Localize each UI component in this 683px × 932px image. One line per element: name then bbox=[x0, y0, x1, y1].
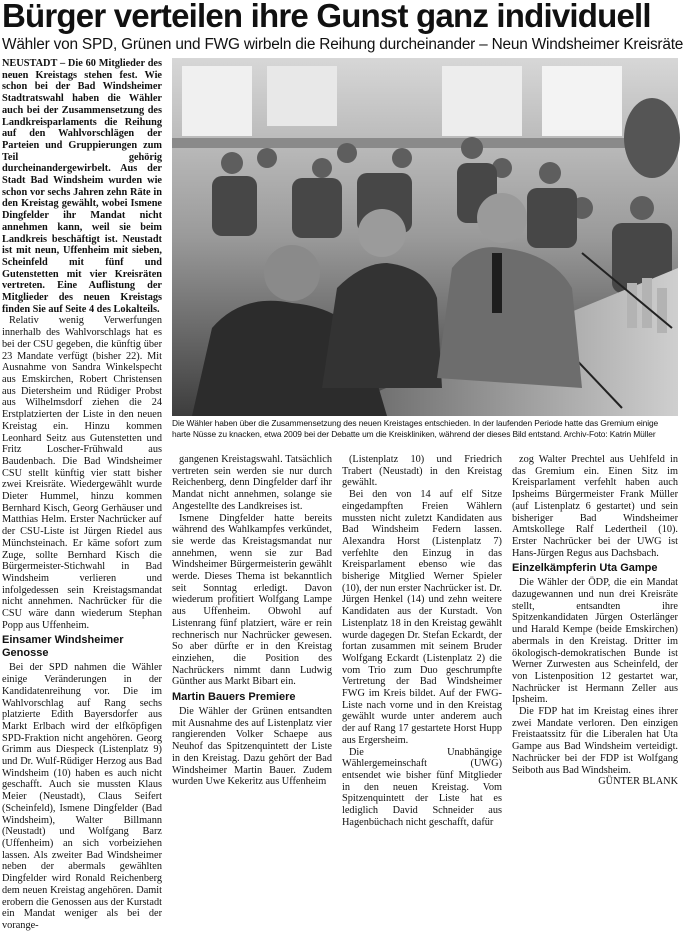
paragraph: Relativ wenig Verwerfungen innerhalb des Wahlvorschlags hat es bei der CSU gegeben, die künftig über 23 Mandate verfügt (bisher 22). Mit Ausnahme von Sandra Winkelspecht aus Emskirchen, Robert Christensen aus Dietersheim und Rüdiger Probst aus Wilhelmsdorf ziehen die 24 Erstplatzierten der Liste in den neuen Kreistag ein. Hinzu kommen Leonhard Seitz aus Gutenstetten und Fritz Loscher-Frühwald aus Baudenbach. Die Bad Windsheimer CSU stellt künftig vier statt bisher zwei Kreisräte. Wiedergewählt wurde Dieter Hummel, hinzu kommen Bernhard Kisch, Georg Gerhäuser und Matthias Helm. Erster Nachrücker auf der CSU-Liste ist Jürgen Riedel aus Münchsteinach. Er käme sofort zum Zuge, sollte Bernhard Kisch die Bürgermeister-Stichwahl in Bad Windsheim verlieren und infolgedessen sein Kreistagsmandat nicht annehmen. Nachrücker für die CSU wäre dann wiederum Stephan Popp aus Uffenheim. bbox=[2, 315, 162, 631]
column-1-body-2 bbox=[2, 662, 162, 931]
paragraph: Die Wähler der Grünen entsandten mit Ausnahme des auf Listenplatz vier rangierenden Volker Schaepe aus Neuhof das Spitzenquintett der Liste in den Kreistag. Dazu gehört der Bad Windsheimer Martin Bauer. Zudem wurden Uwe Kekeritz aus Uffenheim bbox=[172, 706, 332, 788]
paragraph: Die Unabhängige Wählergemeinschaft (UWG) entsendet wie bisher fünf Mitglieder in den neuen Kreistag. Vom Spitzenquintett der Liste hat es lediglich David Schneider aus Hagenbüchach nicht geschafft, dafür bbox=[342, 746, 502, 828]
photo-caption: Die Wähler haben über die Zusammensetzung des neuen Kreistages entschieden. In der laufenden Periode hatte das Gremium einige harte Nüsse zu knacken, etwa 2009 bei der Debatte um die Kreiskliniken, während der dieses Bild entstand. Archiv-Foto: Katrin Müller bbox=[172, 418, 659, 439]
subheadline: Wähler von SPD, Grünen und FWG wirbeln die Reihung durcheinander – Neun Windsheimer Kreisräte bbox=[2, 36, 683, 53]
paragraph: Die FDP hat im Kreistag eines ihrer zwei Mandate verloren. Den einzigen Freistaatssitz für die Liberalen hat Uta Gampe aus Bad Windsheim verteidigt. Nachrücker bei der FDP ist Wolfgang Seiboth aus Bad Windsheim. bbox=[512, 706, 678, 776]
article-column-2 bbox=[172, 454, 332, 788]
paragraph: Die Wähler der ÖDP, die ein Mandat dazugewannen und nun drei Kreisräte stellt, entsandten ihre Spitzenkandidaten Jürgen Osterlänger und Harald Kempe (beide Emskirchen) abermals in den Kreistag. Dritter im ökologisch-demokratischen Bunde ist Werner Zurwesten aus Scheinfeld, der von Listenposition 12 gestartet war, Nachrücker ist Hermann Zeller aus Ipsheim. bbox=[512, 577, 678, 706]
column-2-body bbox=[172, 454, 332, 688]
news-photo bbox=[172, 58, 678, 416]
paragraph: zog Walter Prechtel aus Uehlfeld in das Gremium ein. Einen Sitz im Kreisparlament verfehlt haben auch Ipsheims Bürgermeister Frank Müller (auf Listenplatz 6 gestartet) und sein bisheriger Bad Windsheimer Amtskollege Ralf Ledertheil (10). Erster Nachrücker bei der UWG ist Hans-Jürgen Regus aus Dachsbach. bbox=[512, 454, 678, 559]
headline: Bürger verteilen ihre Gunst ganz individuell bbox=[2, 0, 651, 34]
photo-image bbox=[172, 58, 678, 416]
paragraph: gangenen Kreistagswahl. Tatsächlich vertreten sein werden sie nur durch Reichenberg, denn Dingfelder darf ihr Mandat nicht annehmen, solange sie Angestellte des Landkreises ist. bbox=[172, 454, 332, 512]
column-1-body bbox=[2, 315, 162, 631]
subheading-gruene: Martin Bauers Premiere bbox=[172, 691, 296, 704]
article-column-1 bbox=[2, 58, 162, 931]
paragraph: (Listenplatz 10) und Friedrich Trabert (Neustadt) in den Kreistag gewählt. bbox=[342, 454, 502, 489]
column-4-body-2 bbox=[512, 577, 678, 776]
paragraph: Bei der SPD nahmen die Wähler einige Veränderungen in der Kandidatenreihung vor. Die im Wahlvorschlag auf Rang sechs platzierte Edith Bayersdorfer aus Markt Erlbach wird der elfköpfigen SPD-Fraktion nicht angehören. Georg Grimm aus Diespeck (Listenplatz 9) und Dr. Wulf-Rüdiger Herzog aus Bad Windsheim (10) haben es auch nicht geschafft. Auch sie mussten Klaus Meier (Neustadt), Claus Seifert (Scheinfeld), Ismene Dingfelder (Bad Windsheim), Walter Billmann (Neustadt) und Wolfgang Barz (Uffenheim) an sich vorbeiziehen lassen. Als zweiter Bad Windsheimer neben der abermals gewählten Dingfelder wird Ronald Reichenberg dem neuen Kreistag angehören. Damit erobern die Genossen aus der Kurstadt ein Mandat weniger als bei der vorange- bbox=[2, 662, 162, 931]
author-byline: GÜNTER BLANK bbox=[598, 776, 678, 788]
column-4-body bbox=[512, 454, 678, 559]
subheading-oedp: Einzelkämpferin Uta Gampe bbox=[512, 562, 658, 575]
paragraph: Bei den von 14 auf elf Sitze eingedampften Freien Wählern mussten nicht zuletzt Kandidaten aus Bad Windsheim Federn lassen. Alexandra Horst (Listenplatz 7) verfehlte den Einzug in das Kreisparlament ebenso wie das bisherige Mitglied Werner Spieler (10), der nun erster Nachrücker ist. Dr. Jürgen Henkel (14) und zehn weitere Kandidaten aus der Kurstadt. Von Listenplatz 18 in den Kreistag gewählt wurde dagegen Dr. Stefan Eckardt, der fortan zusammen mit seinem Bruder Wolfgang Eckardt (Listenplatz 2) die vom Trio zum Duo geschrumpfte Vertretung der Bad Windsheimer FWG im Kreis bildet. Auf der FWG-Liste nach vorne und in den Kreistag gewählt wurde unter anderem auch der auf Rang 17 gestartete Horst Hupp aus Ergersheim. bbox=[342, 489, 502, 746]
column-3-body bbox=[342, 454, 502, 829]
article-column-4 bbox=[512, 454, 678, 788]
subheading-spd: Einsamer Windsheimer Genosse bbox=[2, 634, 124, 660]
column-2-body-2 bbox=[172, 706, 332, 788]
lead-paragraph: NEUSTADT – Die 60 Mitglieder des neuen Kreistags stehen fest. Wie schon bei der Bad Windsheimer Stadtratswahl haben die Wähler auch bei der Zusammensetzung des Landkreisparlaments die Reihung auf den Wahlvorschlägen der Parteien und Gruppierungen zum Teil gehörig durcheinandergewirbelt. Aus der Stadt Bad Windsheim wurden wie schon vor sechs Jahren zehn Räte in den Kreistag gewählt, wobei Ismene Dingfelder ihr Mandat nicht annehmen kann, weil sie beim Landkreis beschäftigt ist. Neustadt ist mit neun, Uffenheim mit sieben, Scheinfeld mit fünf und Gutenstetten mit vier Kreisräten vertreten. Eine Auflistung der Mitglieder des neuen Kreistags finden Sie auf Seite 4 des Lokalteils. bbox=[2, 58, 162, 315]
paragraph: Ismene Dingfelder hatte bereits während des Wahlkampfes verkündet, sie werde das Kreistagsmandat nur annehmen, wenn sie zur Bad Windsheimer Bürgermeisterin gewählt werde. Dieses Thema ist bekanntlich seit Sonntag erledigt. Davon wiederum profitiert Wolfgang Lampe aus Uffenheim. Obwohl auf Listenrang fünf platziert, wäre er rein rechnerisch nur Nachrücker gewesen. So aber dürfte er in den Kreistag einziehen, die Position des Nachrückers nimmt dann Ludwig Günther aus Markt Bibart ein. bbox=[172, 512, 332, 688]
article-column-3 bbox=[342, 454, 502, 828]
